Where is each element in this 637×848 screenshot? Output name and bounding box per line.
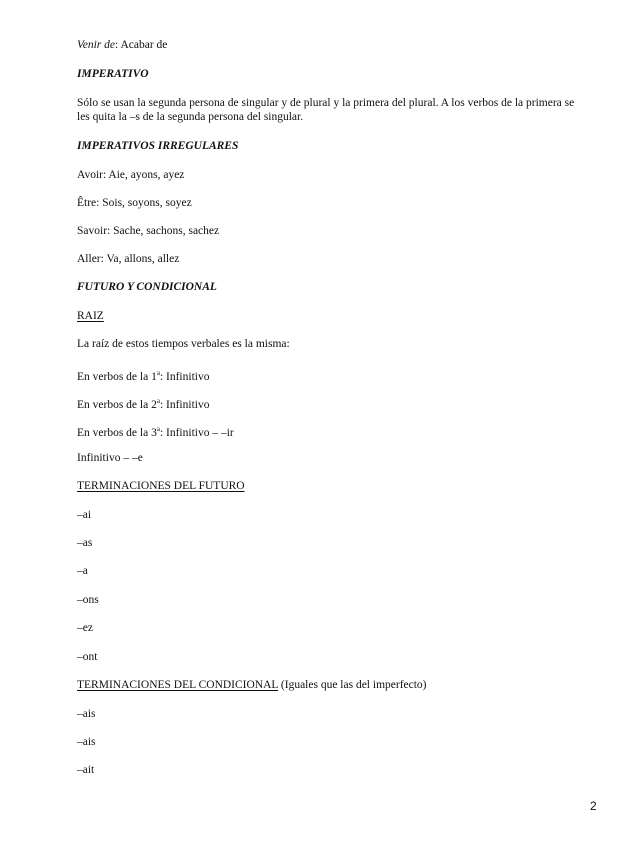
raiz-item-3 xyxy=(77,422,234,440)
page-number: 2 xyxy=(590,799,597,813)
imperativo-paragraph-line-2: les quita la –s de la segunda persona del singular. xyxy=(77,111,304,123)
irregular-item-avoir: Avoir: Aie, ayons, ayez xyxy=(77,169,185,181)
irregular-item-aller: Aller: Va, allons, allez xyxy=(77,253,180,265)
raiz-item-1-prefix: En verbos de la 1 xyxy=(77,370,157,383)
raiz-item-3-sup: a xyxy=(156,425,160,433)
terminaciones-condicional-note: (Iguales que las del imperfecto) xyxy=(278,679,427,691)
futuro-heading: FUTURO Y CONDICIONAL xyxy=(77,281,217,293)
imperativo-paragraph-line-1: Sólo se usan la segunda persona de singular y de plural y la primera del plural. A los verbos de la primera se xyxy=(77,97,575,109)
futuro-ending-5: –ez xyxy=(77,622,93,634)
raiz-item-2-sup: a xyxy=(156,397,160,405)
venir-de-line xyxy=(77,38,167,52)
raiz-item-3-suffix: : Infinitivo – –ir xyxy=(159,426,234,439)
condicional-ending-1: –ais xyxy=(77,708,96,720)
imperativo-heading: IMPERATIVO xyxy=(77,68,149,80)
futuro-ending-1: –ai xyxy=(77,509,92,521)
irregulares-heading: IMPERATIVOS IRREGULARES xyxy=(77,140,239,152)
venir-de-meaning: : Acabar de xyxy=(115,39,168,51)
raiz-item-2-suffix: : Infinitivo xyxy=(159,398,210,411)
raiz-item-1-sup: a xyxy=(156,369,160,377)
irregular-item-savoir: Savoir: Sache, sachons, sachez xyxy=(77,225,220,237)
futuro-ending-4: –ons xyxy=(77,594,99,606)
futuro-ending-3: –a xyxy=(77,565,88,577)
venir-de-term: Venir de xyxy=(77,39,116,51)
terminaciones-condicional-heading: TERMINACIONES DEL CONDICIONAL xyxy=(77,679,279,691)
condicional-ending-2: –ais xyxy=(77,736,96,748)
condicional-ending-3: –ait xyxy=(77,764,95,776)
terminaciones-futuro-heading: TERMINACIONES DEL FUTURO xyxy=(77,480,245,492)
raiz-item-3-prefix: En verbos de la 3 xyxy=(77,426,157,439)
raiz-item-1-suffix: : Infinitivo xyxy=(159,370,210,383)
futuro-ending-2: –as xyxy=(77,537,93,549)
raiz-intro: La raíz de estos tiempos verbales es la misma: xyxy=(77,338,290,350)
raiz-heading: RAIZ xyxy=(77,310,104,322)
raiz-item-2-prefix: En verbos de la 2 xyxy=(77,398,157,411)
irregular-item-etre: Être: Sois, soyons, soyez xyxy=(77,197,192,209)
terminaciones-condicional-line xyxy=(77,678,427,692)
raiz-item-2 xyxy=(77,394,209,412)
futuro-ending-6: –ont xyxy=(77,651,98,663)
raiz-item-1 xyxy=(77,366,209,384)
infinitivo-note: Infinitivo – –e xyxy=(77,452,143,464)
